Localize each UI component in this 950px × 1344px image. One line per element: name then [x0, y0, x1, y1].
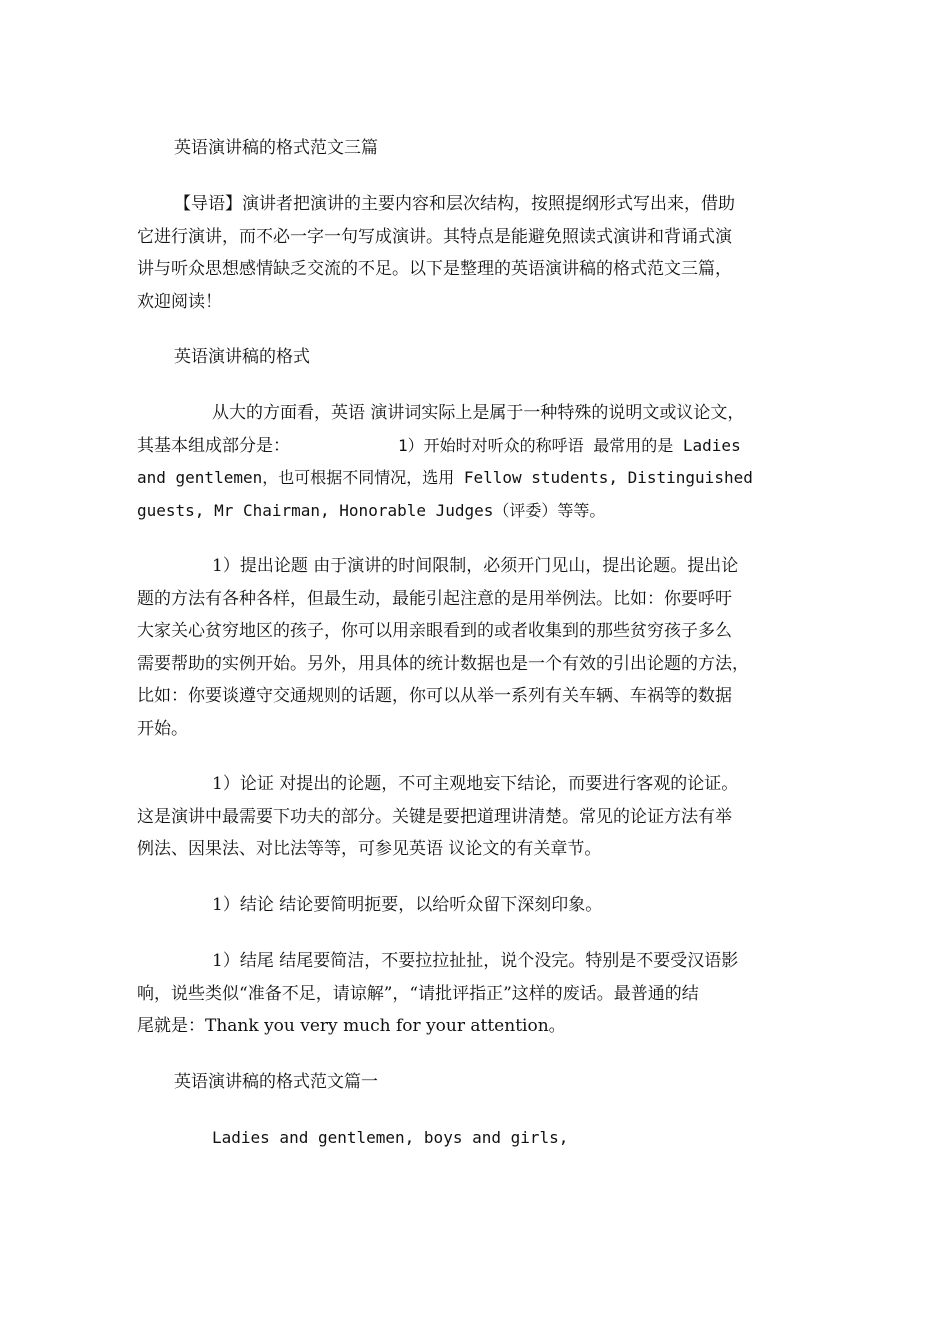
format-line-1: 从大的方面看，英语 演讲词实际上是属于一种特殊的说明文或议论文，	[212, 403, 745, 423]
conclusion-line-1: 1）结论 结论要简明扼要，以给听众留下深刻印象。	[212, 895, 603, 915]
topic-line-6: 开始。	[137, 719, 188, 739]
topic-line-5: 比如：你要谈遵守交通规则的话题，你可以从举一系列有关车辆、车祸等的数据	[137, 686, 732, 706]
argument-line-1: 1）论证 对提出的论题，不可主观地妄下结论，而要进行客观的论证。	[212, 774, 739, 794]
format-line-4: guests, Mr Chairman, Honorable Judges（评委）等等。	[137, 501, 606, 520]
sample-opening-line: Ladies and gentlemen, boys and girls,	[212, 1128, 569, 1147]
intro-line-1: 【导语】演讲者把演讲的主要内容和层次结构，按照提纲形式写出来，借助	[174, 194, 735, 214]
ending-line-2: 响，说些类似“准备不足，请谅解”，“请批评指正”这样的废话。最普通的结	[137, 984, 699, 1004]
document-title: 英语演讲稿的格式范文三篇	[174, 138, 378, 158]
format-line-3: and gentlemen，也可根据不同情况，选用 Fellow students, Distinguished	[137, 468, 753, 487]
intro-line-4: 欢迎阅读！	[137, 292, 222, 312]
section-heading-format: 英语演讲稿的格式	[174, 347, 310, 367]
topic-line-4: 需要帮助的实例开始。另外，用具体的统计数据也是一个有效的引出论题的方法，	[137, 654, 749, 674]
intro-line-2: 它进行演讲，而不必一字一句写成演讲。其特点是能避免照读式演讲和背诵式演	[137, 227, 732, 247]
topic-line-2: 题的方法有各种各样，但最生动，最能引起注意的是用举例法。比如：你要呼吁	[137, 589, 732, 609]
format-line-2b: 1）开始时对听众的称呼语 最常用的是 Ladies	[398, 436, 741, 455]
format-line-2a: 其基本组成部分是：	[137, 436, 290, 456]
topic-line-3: 大家关心贫穷地区的孩子，你可以用亲眼看到的或者收集到的那些贫穷孩子多么	[137, 621, 732, 641]
intro-line-3: 讲与听众思想感情缺乏交流的不足。以下是整理的英语演讲稿的格式范文三篇，	[137, 259, 732, 279]
ending-line-1: 1）结尾 结尾要简洁，不要拉拉扯扯，说个没完。特别是不要受汉语影	[212, 951, 739, 971]
ending-line-3: 尾就是：Thank you very much for your attention。	[137, 1016, 566, 1036]
topic-line-1: 1）提出论题 由于演讲的时间限制，必须开门见山，提出论题。提出论	[212, 556, 739, 576]
argument-line-2: 这是演讲中最需要下功夫的部分。关键是要把道理讲清楚。常见的论证方法有举	[137, 807, 732, 827]
section-heading-sample-one: 英语演讲稿的格式范文篇一	[174, 1072, 378, 1092]
argument-line-3: 例法、因果法、对比法等等，可参见英语 议论文的有关章节。	[137, 839, 602, 859]
